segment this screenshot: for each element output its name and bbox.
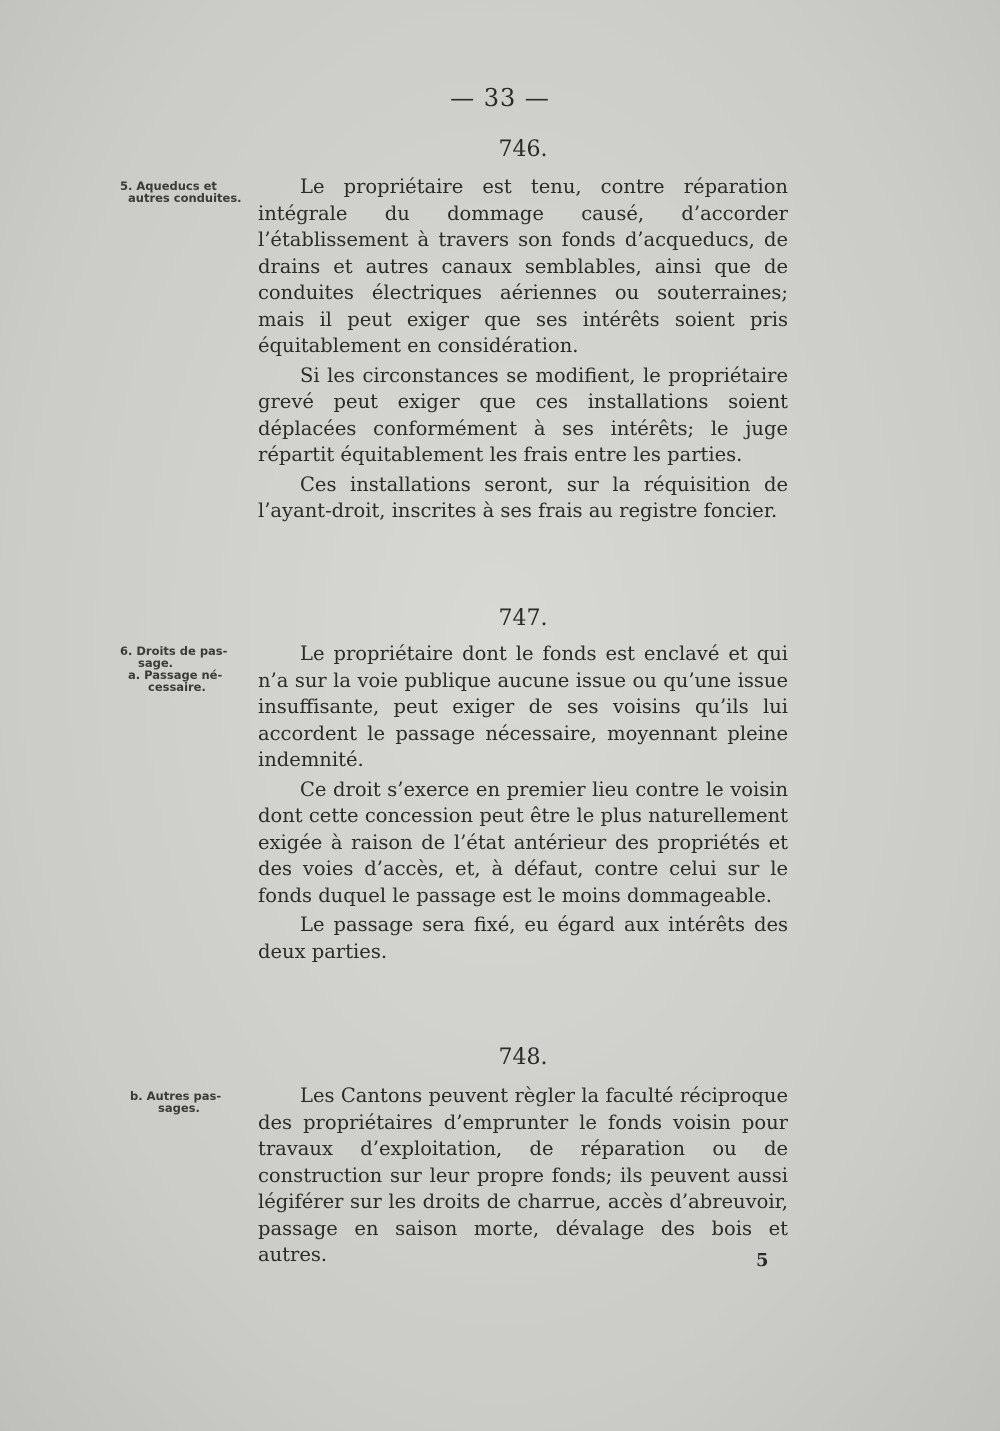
margin-note-line: sage. [138, 656, 174, 670]
article-number-746: 746. [498, 137, 548, 162]
paragraph: Le propriétaire dont le fonds est enclavé et qui n’a sur la voie publique aucune issue ou qu’une issue insuffisante, peut exiger de ses voisins qu’ils lui accordent le passage nécessaire, moyennant pleine indemnité. [258, 642, 788, 771]
margin-note-line: 6. Droits de pas- [120, 644, 228, 658]
article-number-747: 747. [498, 606, 548, 631]
paragraph: Les Cantons peuvent règler la faculté réciproque des propriétaires d’emprunter le fonds voisin pour travaux d’exploitation, de réparation ou de construction sur leur propre fonds; ils peuvent aussi légiférer sur les droits de charrue, accès d’abreuvoir, passage en saison morte, dévalage des bois et autres. [258, 1084, 788, 1266]
margin-note-line: 5. Aqueducs et [120, 179, 217, 193]
paragraph: Le propriétaire est tenu, contre réparation intégrale du dommage causé, d’accorder l’établissement à travers son fonds d’acqueducs, de drains et autres canaux semblables, ainsi que de conduites électriques aériennes ou souterraines; mais il peut exiger que ses intérêts soient pris équitablement en considération. [258, 175, 788, 357]
margin-note-746 [120, 180, 260, 204]
margin-note-line: b. Autres pas- [130, 1089, 222, 1103]
margin-note-line: sages. [158, 1101, 200, 1115]
article-body-746 [258, 174, 788, 528]
paragraph: Ce droit s’exerce en premier lieu contre le voisin dont cette concession peut être le plus naturellement exigée à raison de l’état antérieur des propriétés et des voies d’accès, et, à défaut, contre celui sur le fonds duquel le passage est le moins dommageable. [258, 777, 788, 907]
page-number: — 33 — [450, 84, 550, 112]
margin-note-line: a. Passage né- [128, 668, 223, 682]
article-body-747 [258, 641, 788, 968]
margin-note-line: autres conduites. [128, 191, 242, 205]
article-number-748: 748. [498, 1045, 548, 1070]
margin-note-748 [130, 1090, 270, 1114]
signature-mark: 5 [756, 1250, 769, 1271]
paragraph: Si les circonstances se modifient, le propriétaire grevé peut exiger que ces installations soient déplacées conformément à ses intérêts; le juge répartit équitablement les frais entre les parties. [258, 363, 788, 466]
paragraph: Le passage sera fixé, eu égard aux intérêts des deux parties. [258, 913, 788, 963]
paragraph: Ces installations seront, sur la réquisition de l’ayant-droit, inscrites à ses frais au registre foncier. [258, 472, 788, 522]
article-body-748 [258, 1083, 788, 1272]
margin-note-747 [120, 645, 260, 693]
margin-note-line: cessaire. [148, 680, 206, 694]
